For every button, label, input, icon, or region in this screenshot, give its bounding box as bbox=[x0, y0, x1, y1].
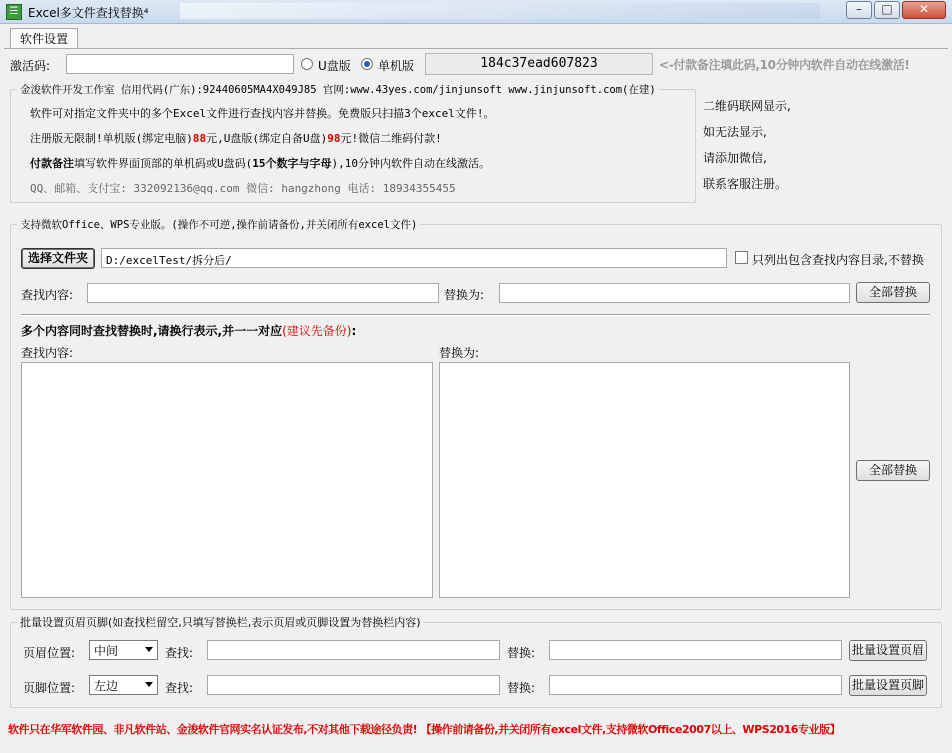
separator-highlight bbox=[21, 315, 930, 316]
info-line-2-text-a: 注册版无限制!单机版(绑定电脑) bbox=[30, 132, 193, 145]
info-line-1: 软件可对指定文件夹中的多个Excel文件进行查找内容并替换。免费版只扫描3个excel文件!。 bbox=[30, 107, 495, 120]
standalone-radio-label[interactable]: 单机版 bbox=[378, 59, 415, 73]
info-line-2-text-b: 元,U盘版(绑定自备U盘) bbox=[206, 132, 328, 145]
find-input[interactable] bbox=[87, 283, 439, 303]
info-line-3 bbox=[30, 155, 490, 171]
maximize-button[interactable]: □ bbox=[874, 1, 900, 19]
footer-notice: 软件只在华军软件园、非凡软件站、金浚软件官网实名认证发布,不对其他下载途径负责! 【操作前请备份,并关闭所有excel文件,支持微软Office2007以上、WPS2016专业版】 bbox=[8, 723, 841, 736]
multi-replace-textarea[interactable] bbox=[439, 362, 850, 598]
footer-find-input[interactable] bbox=[207, 675, 500, 695]
multi-heading bbox=[21, 322, 356, 339]
window-title: Excel多文件查找替换⁴ bbox=[28, 6, 149, 20]
info-line-3-text-a: 填写软件界面顶部的单机码或U盘码( bbox=[74, 157, 253, 170]
standalone-radio[interactable] bbox=[361, 58, 373, 70]
multi-find-label: 查找内容: bbox=[21, 346, 74, 360]
machine-code-display: 184c37ead607823 bbox=[425, 53, 653, 75]
footer-find-label: 查找: bbox=[165, 681, 194, 695]
minimize-button[interactable]: – bbox=[846, 1, 872, 19]
activation-code-input[interactable] bbox=[66, 54, 294, 74]
tab-settings[interactable]: 软件设置 bbox=[10, 28, 78, 49]
close-button[interactable]: ✕ bbox=[902, 1, 946, 19]
chevron-down-icon bbox=[145, 647, 153, 652]
header-position-value: 中间 bbox=[94, 644, 119, 658]
activation-code-label: 激活码: bbox=[10, 59, 51, 73]
udisk-radio[interactable] bbox=[301, 58, 313, 70]
select-folder-button[interactable]: 选择文件夹 bbox=[21, 248, 95, 269]
replace-label: 替换为: bbox=[444, 288, 485, 302]
udisk-radio-label[interactable]: U盘版 bbox=[318, 59, 351, 73]
multi-replace-label: 替换为: bbox=[439, 346, 480, 360]
only-list-checkbox[interactable] bbox=[735, 251, 748, 264]
multi-heading-colon: : bbox=[351, 324, 357, 338]
qr-notice-3: 请添加微信, bbox=[703, 151, 767, 165]
main-legend: 支持微软Office、WPS专业版。(操作不可逆,操作前请备份,并关闭所有excel文件) bbox=[17, 217, 420, 232]
replace-all-button[interactable]: 全部替换 bbox=[856, 282, 930, 303]
multi-heading-text: 多个内容同时查找替换时,请换行表示,并一一对应 bbox=[21, 324, 283, 338]
chevron-down-icon bbox=[145, 682, 153, 687]
set-footer-button[interactable]: 批量设置页脚 bbox=[849, 675, 927, 696]
folder-path-input[interactable]: D:/excelTest/拆分后/ bbox=[101, 248, 727, 268]
header-find-input[interactable] bbox=[207, 640, 500, 660]
qr-notice-4: 联系客服注册。 bbox=[703, 177, 788, 191]
only-list-checkbox-label[interactable]: 只列出包含查找内容目录,不替换 bbox=[752, 253, 924, 267]
header-footer-legend: 批量设置页眉页脚(如查找栏留空,只填写替换栏,表示页眉或页脚设置为替换栏内容) bbox=[17, 614, 424, 630]
info-line-2 bbox=[30, 130, 442, 146]
header-position-select[interactable] bbox=[89, 640, 158, 660]
footer-position-label: 页脚位置: bbox=[23, 681, 76, 695]
app-icon: ☰ bbox=[6, 4, 22, 20]
title-bar bbox=[0, 0, 952, 24]
footer-position-value: 左边 bbox=[94, 679, 119, 693]
info-line-3-bold-1: 付款备注 bbox=[30, 157, 74, 170]
price-udisk: 98 bbox=[327, 132, 341, 145]
info-line-3-bold-2: 15个数字与字母 bbox=[252, 157, 332, 170]
footer-position-select[interactable] bbox=[89, 675, 158, 695]
info-line-2-text-c: 元!微信二维码付款! bbox=[340, 132, 442, 145]
contact-line: QQ、邮箱、支付宝: 332092136@qq.com 微信: hangzhong 电话: 18934355455 bbox=[30, 182, 456, 195]
footer-replace-label: 替换: bbox=[507, 681, 536, 695]
header-position-label: 页眉位置: bbox=[23, 646, 76, 660]
price-standalone: 88 bbox=[192, 132, 207, 145]
set-header-button[interactable]: 批量设置页眉 bbox=[849, 640, 927, 661]
tab-divider bbox=[4, 48, 948, 49]
header-replace-input[interactable] bbox=[549, 640, 842, 660]
multi-replace-all-button[interactable]: 全部替换 bbox=[856, 460, 930, 481]
header-footer-group bbox=[10, 622, 942, 708]
title-bar-background bbox=[180, 3, 820, 19]
qr-notice-1: 二维码联网显示, bbox=[703, 99, 791, 113]
info-line-3-text-b: ),10分钟内软件自动在线激活。 bbox=[331, 157, 490, 170]
header-replace-label: 替换: bbox=[507, 646, 536, 660]
qr-notice-2: 如无法显示, bbox=[703, 125, 767, 139]
find-label: 查找内容: bbox=[21, 288, 74, 302]
multi-heading-note: (建议先备份) bbox=[282, 324, 352, 338]
multi-find-textarea[interactable] bbox=[21, 362, 433, 598]
header-find-label: 查找: bbox=[165, 646, 194, 660]
replace-input[interactable] bbox=[499, 283, 850, 303]
footer-replace-input[interactable] bbox=[549, 675, 842, 695]
info-legend: 金浚软件开发工作室 信用代码(广东):92440605MA4X049J85 官网:www.43yes.com/jinjunsoft www.jinjunsoft.com(在建) bbox=[17, 82, 659, 97]
activation-hint: <-付款备注填此码,10分钟内软件自动在线激活! bbox=[659, 58, 910, 72]
